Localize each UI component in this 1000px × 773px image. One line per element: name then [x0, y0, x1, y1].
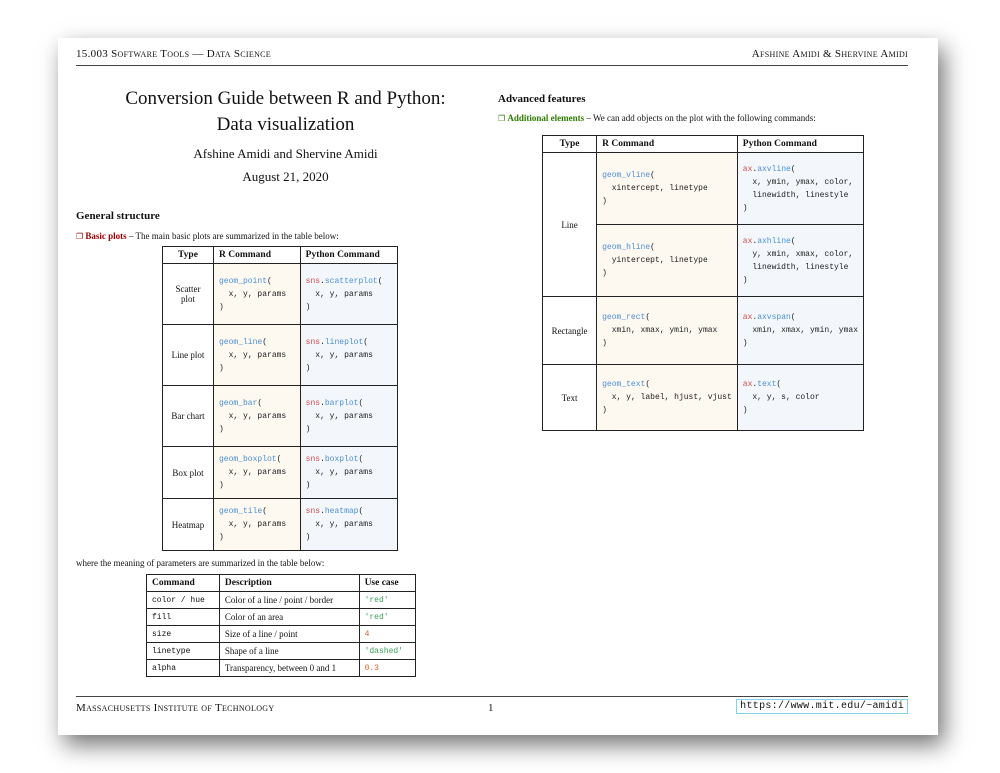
bullet-box-icon: ❐ — [498, 114, 506, 123]
param-use-case: 'red' — [359, 592, 415, 609]
param-command: color / hue — [147, 592, 220, 609]
python-command-cell — [300, 264, 397, 325]
py-args: x, y, s, color — [752, 393, 820, 402]
additional-elements-text: – We can add objects on the plot with the following commands: — [584, 113, 816, 123]
paren: ) — [219, 424, 224, 434]
table-row — [147, 660, 416, 677]
r-function: geom_boxplot — [219, 455, 277, 464]
python-command-cell — [737, 225, 863, 297]
params-intro-text: where the meaning of parameters are summarized in the table below: — [76, 558, 325, 568]
paren: ) — [305, 481, 311, 490]
py-module: sns — [305, 398, 321, 408]
py-module: sns — [305, 507, 321, 516]
py-args: linewidth, linestyle — [752, 190, 849, 200]
table-row — [147, 626, 416, 643]
title-line-2: Data visualization — [216, 114, 355, 135]
element-type: Text — [543, 365, 597, 431]
r-command-cell — [597, 365, 738, 431]
py-args: xmin, xmax, ymin, ymax — [752, 326, 858, 335]
python-command-cell — [300, 386, 397, 447]
r-args: yintercept, linetype — [611, 256, 708, 265]
py-args: x, y, params — [315, 411, 373, 421]
r-function: geom_point — [219, 276, 268, 286]
py-module: ax — [742, 313, 753, 322]
param-description: Size of a line / point — [219, 626, 359, 643]
r-command-cell — [214, 386, 301, 447]
dot: . — [320, 337, 325, 347]
param-command: alpha — [147, 660, 220, 677]
table-row — [163, 325, 398, 386]
paren: ) — [219, 533, 224, 542]
paren: ( — [262, 507, 268, 516]
dot: . — [320, 455, 325, 464]
py-args: x, y, params — [315, 468, 373, 477]
py-function: axvspan — [757, 313, 791, 322]
param-description: Color of an area — [219, 609, 359, 626]
column-header-r: R Command — [214, 247, 301, 264]
document-date: August 21, 2020 — [242, 169, 329, 184]
running-header — [76, 48, 908, 60]
py-module: ax — [742, 164, 753, 174]
table-row — [163, 264, 398, 325]
paren: ( — [358, 398, 364, 408]
basic-plots-table — [162, 246, 398, 551]
r-args: x, y, params — [228, 289, 287, 299]
document-authors: Afshine Amidi and Shervine Amidi — [193, 146, 378, 161]
py-function: axvline — [757, 164, 791, 174]
python-command-cell — [737, 153, 863, 225]
table-header-row — [163, 247, 398, 264]
table-row — [543, 153, 864, 225]
param-description: Transparency, between 0 and 1 — [219, 660, 359, 677]
param-description: Shape of a line — [219, 643, 359, 660]
python-command-cell — [737, 365, 863, 431]
element-type: Rectangle — [543, 297, 597, 365]
py-function: axhline — [757, 236, 791, 246]
python-command-cell — [300, 499, 397, 551]
dot: . — [320, 507, 325, 516]
r-args: x, y, params — [228, 520, 287, 529]
column-header-command: Command — [147, 575, 220, 592]
param-use-case: 0.3 — [359, 660, 415, 677]
element-type: Line — [543, 153, 597, 297]
additional-elements-paragraph — [498, 113, 816, 123]
r-args: x, y, params — [228, 411, 287, 421]
param-command: fill — [147, 609, 220, 626]
footer-institution: Massachusetts Institute of Technology — [76, 702, 275, 714]
r-function: geom_text — [602, 380, 646, 389]
dot: . — [752, 164, 758, 174]
bullet-box-icon: ❐ — [76, 232, 84, 241]
py-args: x, y, params — [315, 520, 373, 529]
table-header-row — [543, 136, 864, 153]
py-args: linewidth, linestyle — [752, 262, 849, 272]
param-description: Color of a line / point / border — [219, 592, 359, 609]
py-module: sns — [305, 337, 321, 347]
paren: ( — [267, 276, 272, 286]
footer-url-link[interactable]: https://www.mit.edu/~amidi — [736, 699, 908, 714]
plot-type: Heatmap — [163, 499, 214, 551]
paren: ( — [790, 164, 796, 174]
paren: ) — [219, 302, 224, 312]
py-function: lineplot — [324, 337, 364, 347]
paren: ) — [219, 481, 224, 490]
paren: ( — [650, 171, 655, 180]
r-args: x, y, params — [228, 468, 287, 477]
additional-elements-table — [542, 135, 864, 431]
py-module: ax — [742, 236, 753, 246]
basic-plots-label: Basic plots — [85, 231, 127, 241]
paren: ) — [219, 363, 224, 373]
paren: ) — [602, 269, 607, 278]
plot-type: Scatter plot — [163, 264, 214, 325]
dot: . — [320, 276, 325, 286]
param-command: linetype — [147, 643, 220, 660]
params-table — [146, 574, 416, 677]
paren: ( — [645, 313, 651, 322]
column-header-type: Type — [543, 136, 597, 153]
table-row — [147, 643, 416, 660]
dot: . — [752, 236, 758, 246]
paren: ) — [602, 406, 607, 415]
r-command-cell — [214, 264, 301, 325]
r-command-cell — [214, 325, 301, 386]
r-args: x, y, label, hjust, vjust — [611, 393, 732, 402]
header-rule — [76, 65, 908, 66]
r-function: geom_line — [219, 337, 263, 347]
py-function: scatterplot — [324, 276, 378, 286]
r-function: geom_hline — [602, 243, 651, 252]
paren: ( — [790, 313, 796, 322]
python-command-cell — [300, 325, 397, 386]
py-function: text — [757, 380, 777, 389]
additional-elements-label: Additional elements — [507, 113, 585, 123]
footer-rule — [76, 696, 908, 697]
r-args: xmin, xmax, ymin, ymax — [611, 326, 718, 335]
plot-type: Line plot — [163, 325, 214, 386]
column-header-type: Type — [163, 247, 214, 264]
py-function: barplot — [324, 398, 359, 408]
r-command-cell — [597, 153, 738, 225]
paren: ( — [650, 243, 655, 252]
title-line-1: Conversion Guide between R and Python: — [125, 88, 446, 109]
paren: ( — [257, 398, 263, 408]
column-header-r: R Command — [597, 136, 738, 153]
py-module: sns — [305, 276, 321, 286]
r-function: geom_bar — [219, 398, 258, 408]
python-command-cell — [737, 297, 863, 365]
table-row — [163, 499, 398, 551]
paren: ( — [790, 236, 796, 246]
table-row — [543, 365, 864, 431]
py-args: y, xmin, xmax, color, — [752, 249, 854, 259]
table-row — [147, 609, 416, 626]
paren: ( — [276, 455, 282, 464]
py-function: boxplot — [324, 455, 359, 464]
column-header-use-case: Use case — [359, 575, 415, 592]
r-command-cell — [214, 447, 301, 499]
r-function: geom_vline — [602, 171, 651, 180]
header-authors: Afshine Amidi & Shervine Amidi — [751, 48, 908, 60]
paren: ( — [262, 337, 268, 347]
document-page — [58, 38, 938, 735]
paren: ) — [305, 424, 311, 434]
py-args: x, ymin, ymax, color, — [752, 177, 854, 187]
r-command-cell — [597, 225, 738, 297]
r-function: geom_rect — [602, 313, 646, 322]
section-advanced-features: Advanced features — [498, 93, 586, 105]
table-row — [543, 297, 864, 365]
paren: ) — [742, 203, 748, 213]
table-row — [147, 592, 416, 609]
document-title — [88, 86, 483, 138]
py-args: x, y, params — [315, 350, 373, 360]
param-use-case: 'red' — [359, 609, 415, 626]
param-command: size — [147, 626, 220, 643]
paren: ) — [305, 363, 311, 373]
page-number: 1 — [488, 702, 494, 714]
running-footer — [76, 702, 908, 714]
column-header-description: Description — [219, 575, 359, 592]
r-command-cell — [214, 499, 301, 551]
plot-type: Bar chart — [163, 386, 214, 447]
basic-plots-text: – The main basic plots are summarized in the table below: — [126, 231, 339, 241]
py-function: heatmap — [324, 507, 359, 516]
paren: ) — [742, 275, 748, 285]
header-course: 15.003 Software Tools — Data Science — [76, 48, 271, 60]
dot: . — [320, 398, 325, 408]
section-general-structure: General structure — [76, 210, 160, 222]
paren: ( — [377, 276, 383, 286]
py-module: ax — [742, 380, 753, 389]
paren: ) — [602, 339, 607, 348]
paren: ) — [742, 339, 748, 348]
r-args: x, y, params — [228, 350, 287, 360]
column-header-python: Python Command — [737, 136, 863, 153]
column-header-python: Python Command — [300, 247, 397, 264]
paren: ( — [776, 380, 782, 389]
paren: ( — [645, 380, 651, 389]
py-module: sns — [305, 455, 321, 464]
py-args: x, y, params — [315, 289, 373, 299]
paren: ) — [602, 197, 607, 206]
r-command-cell — [597, 297, 738, 365]
table-row — [163, 447, 398, 499]
table-header-row — [147, 575, 416, 592]
paren: ) — [305, 533, 311, 542]
paren: ) — [742, 406, 748, 415]
python-command-cell — [300, 447, 397, 499]
paren: ( — [358, 507, 364, 516]
basic-plots-paragraph — [76, 231, 339, 241]
dot: . — [752, 380, 758, 389]
plot-type: Box plot — [163, 447, 214, 499]
table-row — [163, 386, 398, 447]
dot: . — [752, 313, 758, 322]
paren: ( — [363, 337, 369, 347]
r-args: xintercept, linetype — [611, 184, 708, 193]
r-function: geom_tile — [219, 507, 263, 516]
paren: ( — [358, 455, 364, 464]
param-use-case: 4 — [359, 626, 415, 643]
paren: ) — [305, 302, 311, 312]
param-use-case: 'dashed' — [359, 643, 415, 660]
